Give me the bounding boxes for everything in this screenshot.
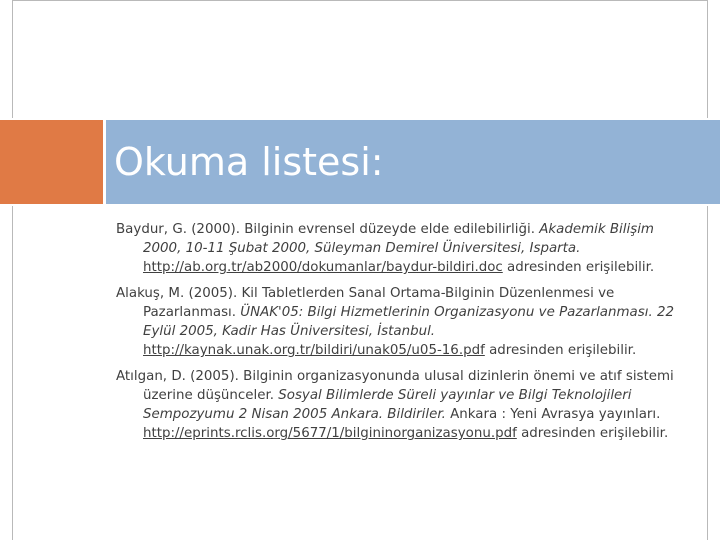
reference-item [116, 367, 686, 443]
accent-block [0, 120, 103, 204]
reference-text: adresinden erişilebilir. [516, 426, 669, 441]
reference-text: Alakuş, M. (2005). Kil Tabletlerden Sanal Ortama-Bilginin Düzenlenmesi ve Pazarlanması. [116, 286, 615, 320]
reference-text: adresinden erişilebilir. [502, 260, 655, 275]
reference-text: Atılgan, D. (2005). Bilginin organizasyonunda ulusal dizinlerin önemi ve atıf sistemi üzerine düşünceler. [116, 369, 674, 403]
frame-right-line-top [707, 0, 708, 118]
reference-text: Baydur, G. (2000). Bilginin evrensel düzeyde elde edilebilirliği. [116, 222, 540, 237]
frame-left-line-bottom [12, 206, 13, 540]
reference-list [116, 220, 686, 450]
reference-link[interactable]: http://eprints.rclis.org/5677/1/bilgininorganizasyonu.pdf [143, 426, 517, 441]
reference-link[interactable]: http://kaynak.unak.org.tr/bildiri/unak05/u05-16.pdf [143, 343, 485, 358]
frame-left-line-top [12, 0, 13, 118]
reference-item [116, 220, 686, 277]
frame-right-line-bottom [707, 206, 708, 540]
reference-link[interactable]: http://ab.org.tr/ab2000/dokumanlar/baydur-bildiri.doc [143, 260, 503, 275]
reference-source: Akademik Bilişim 2000, 10-11 Şubat 2000, Süleyman Demirel Üniversitesi, Isparta. [143, 222, 654, 256]
reference-text: Ankara : Yeni Avrasya yayınları. [445, 407, 661, 422]
slide-title: Okuma listesi: [114, 140, 384, 184]
reference-item [116, 284, 686, 360]
reference-source: Sosyal Bilimlerde Süreli yayınlar ve Bilgi Teknolojileri Sempozyumu 2 Nisan 2005 Ankara. Bildiriler. [143, 388, 632, 422]
reference-text: adresinden erişilebilir. [484, 343, 637, 358]
frame-top-line [12, 0, 708, 1]
reference-source: ÜNAK'05: Bilgi Hizmetlerinin Organizasyonu ve Pazarlanması. 22 Eylül 2005, Kadir Has Üniversitesi, İstanbul. [143, 305, 675, 339]
